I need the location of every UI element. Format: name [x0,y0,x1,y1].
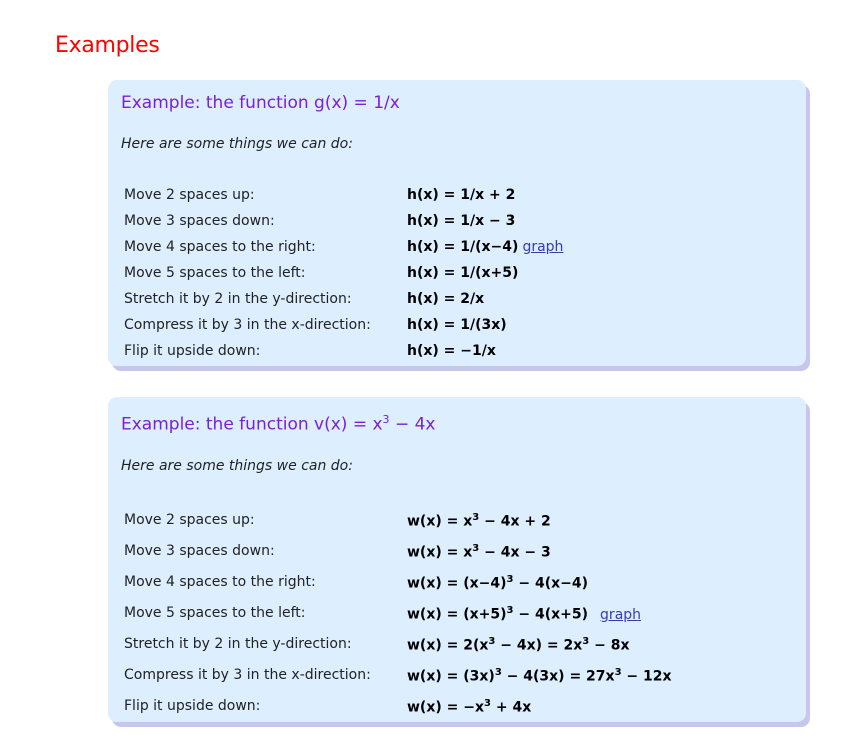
example-1-row [124,239,784,261]
row-label: Move 4 spaces to the right: [124,239,316,255]
example-1-intro: Here are some things we can do: [121,136,353,152]
example-box-1 [108,80,806,366]
example-1-row [124,317,784,339]
example-2-row [124,574,784,596]
row-label: Move 4 spaces to the right: [124,574,316,590]
example-2-row [124,543,784,565]
row-result: $w(x) = x^3 - 4x - 3$ [407,543,551,561]
row-label: Flip it upside down: [124,698,261,714]
example-2-row [124,667,784,689]
graph-link[interactable]: graph [600,606,642,623]
row-result: h(x) = 1/(x−4) [407,239,519,255]
row-result: $w(x) = (3x)^3 - 4(3x) = 27x^3 - 12x$ [407,667,672,685]
row-result: $w(x) = -x^3 + 4x$ [407,698,532,716]
row-label: Flip it upside down: [124,343,261,359]
example-1-row [124,213,784,235]
row-result-wrap [407,239,563,255]
row-result: h(x) = 1/(3x) [407,317,507,333]
example-2-row [124,512,784,534]
title-exponent: 3 [382,413,390,426]
row-result: $w(x) = x^3 - 4x + 2$ [407,512,551,530]
row-result: h(x) = 1/x + 2 [407,187,516,203]
row-result: h(x) = 1/(x+5) [407,265,519,281]
example-1-row [124,187,784,209]
example-1-row [124,265,784,287]
example-1-row [124,291,784,313]
row-result: h(x) = 1/x − 3 [407,213,516,229]
example-2-row [124,605,784,627]
example-2-title [121,413,435,435]
row-label: Move 3 spaces down: [124,213,275,229]
row-label: Move 2 spaces up: [124,187,255,203]
row-label: Move 2 spaces up: [124,512,255,528]
row-result: $w(x) = (x+5)^3 - 4(x+5)$ graph [407,605,642,623]
row-label: Stretch it by 2 in the y-direction: [124,636,352,652]
row-result: h(x) = −1/x [407,343,496,359]
row-label: Move 3 spaces down: [124,543,275,559]
title-text: Example: the function v(x) = x [121,414,383,435]
example-box-2 [108,397,806,722]
example-1-title: Example: the function g(x) = 1/x [121,93,400,113]
section-heading: Examples [55,33,160,58]
example-2-row [124,698,784,720]
row-result: h(x) = 2/x [407,291,485,307]
row-label: Compress it by 3 in the x-direction: [124,667,371,683]
graph-link[interactable]: graph [522,239,564,255]
row-label: Compress it by 3 in the x-direction: [124,317,371,333]
title-text: − 4x [389,414,436,435]
example-2-row [124,636,784,658]
example-1-row [124,343,784,365]
row-label: Stretch it by 2 in the y-direction: [124,291,352,307]
row-result: $w(x) = 2(x^3 - 4x) = 2x^3 - 8x$ [407,636,630,654]
example-2-intro: Here are some things we can do: [121,458,353,474]
row-label: Move 5 spaces to the left: [124,605,306,621]
row-result: $w(x) = (x-4)^3 - 4(x-4)$ [407,574,589,592]
row-label: Move 5 spaces to the left: [124,265,306,281]
